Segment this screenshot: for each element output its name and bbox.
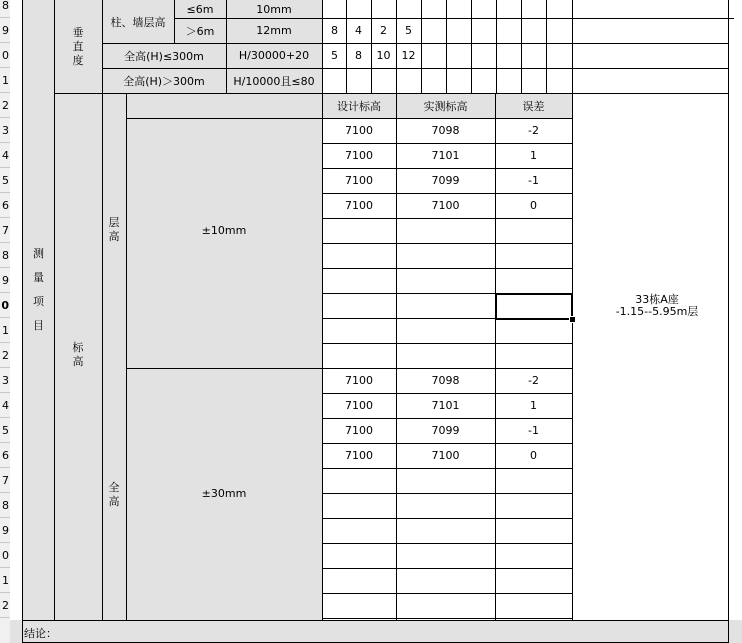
row-number[interactable]: 7: [0, 468, 10, 493]
elevation-measured-value[interactable]: 7101: [431, 399, 460, 412]
row-number[interactable]: 2: [0, 93, 10, 118]
grid-line: [322, 493, 572, 494]
grid-line: [102, 68, 728, 69]
grid-line: [322, 418, 572, 419]
grid-line: [174, 18, 734, 19]
elevation-design-value[interactable]: 7100: [345, 449, 373, 462]
elevation-measured-value[interactable]: 7100: [431, 199, 460, 212]
grid-line: [322, 518, 572, 519]
elevation-measured-value[interactable]: 7098: [431, 124, 460, 137]
grid-line: [22, 0, 23, 643]
elevation-measured-value[interactable]: 7101: [431, 149, 460, 162]
grid-line: [496, 0, 497, 93]
row-number[interactable]: 9: [0, 268, 10, 293]
grid-line: [126, 118, 322, 119]
grid-line: [322, 618, 572, 619]
grid-line: [322, 218, 572, 219]
cond-le6m[interactable]: ≤6m: [174, 0, 226, 18]
verticality-value[interactable]: 2: [380, 24, 387, 37]
tol-h30000[interactable]: H/30000+20: [226, 43, 322, 68]
grid-line: [126, 93, 127, 620]
elevation-design-value[interactable]: 7100: [345, 174, 373, 187]
grid-line: [322, 118, 572, 119]
grid-line: [371, 0, 372, 93]
verticality-value[interactable]: [346, 68, 371, 93]
header-error[interactable]: 误差: [522, 99, 545, 113]
row-number[interactable]: 1: [0, 318, 10, 343]
tol-h10000[interactable]: H/10000且≤80: [226, 68, 322, 93]
elevation-label[interactable]: 标 高: [72, 341, 84, 368]
header-design-elevation[interactable]: 设计标高: [337, 99, 381, 113]
elevation-error-value[interactable]: -1: [528, 174, 539, 187]
grid-line: [22, 620, 728, 621]
row-number[interactable]: 2: [0, 593, 10, 618]
row-number[interactable]: 3: [0, 368, 10, 393]
row-number[interactable]: 6: [0, 443, 10, 468]
total-height-label[interactable]: 全 高: [108, 481, 120, 508]
row-number[interactable]: 9: [0, 18, 10, 43]
grid-line: [572, 93, 573, 620]
grid-line: [471, 0, 472, 93]
elevation-measured-value[interactable]: 7099: [431, 174, 460, 187]
grid-line: [174, 0, 175, 43]
grid-line: [396, 0, 397, 93]
grid-line: [54, 93, 728, 94]
row-number[interactable]: 8: [0, 0, 10, 18]
elevation-design-value[interactable]: 7100: [345, 199, 373, 212]
grid-line: [322, 268, 572, 269]
location-note[interactable]: 33栋A座 -1.15--5.95m层: [615, 293, 699, 318]
cond-total-gt300[interactable]: 全高(H)＞300m: [102, 68, 226, 93]
row-number[interactable]: 0: [0, 293, 10, 318]
grid-line: [322, 443, 572, 444]
grid-line: [322, 243, 572, 244]
tol-12mm[interactable]: 12mm: [226, 18, 322, 43]
grid-line: [396, 93, 397, 620]
grid-line: [572, 0, 573, 93]
elevation-error-value[interactable]: 1: [530, 399, 537, 412]
row-number[interactable]: 0: [0, 43, 10, 68]
header-measured-elevation[interactable]: 实测标高: [423, 99, 468, 113]
row-number[interactable]: 5: [0, 418, 10, 443]
row-number[interactable]: 8: [0, 243, 10, 268]
verticality-value[interactable]: [346, 0, 371, 18]
row-number[interactable]: 1: [0, 568, 10, 593]
grid-line: [322, 568, 572, 569]
row-number[interactable]: 0: [0, 543, 10, 568]
fill-handle[interactable]: [569, 316, 576, 323]
elevation-design-value[interactable]: 7100: [345, 374, 373, 387]
elevation-error-value[interactable]: -2: [528, 124, 539, 137]
row-number[interactable]: 4: [0, 393, 10, 418]
verticality-value[interactable]: [396, 68, 421, 93]
spreadsheet-grid[interactable]: [10, 0, 742, 643]
grid-line: [102, 43, 728, 44]
row-number[interactable]: 6: [0, 193, 10, 218]
conclusion-label[interactable]: 结论：: [24, 627, 57, 640]
verticality-value[interactable]: [371, 68, 396, 93]
grid-line: [322, 193, 572, 194]
row-number[interactable]: 8: [0, 493, 10, 518]
grid-line: [546, 0, 547, 93]
grid-line: [126, 368, 322, 369]
elevation-design-value[interactable]: 7100: [345, 399, 373, 412]
row-number[interactable]: 7: [0, 218, 10, 243]
verticality-value[interactable]: 10: [376, 49, 391, 62]
verticality-value[interactable]: [322, 0, 347, 18]
row-number[interactable]: 4: [0, 143, 10, 168]
grid-line: [226, 0, 227, 93]
elevation-design-value[interactable]: 7100: [345, 424, 373, 437]
row-number[interactable]: 1: [0, 68, 10, 93]
elevation-error-value[interactable]: -1: [528, 424, 539, 437]
cond-total-le300[interactable]: 全高(H)≤300m: [102, 43, 226, 68]
grid-line: [322, 368, 572, 369]
grid-line: [521, 0, 522, 93]
row-number[interactable]: 5: [0, 168, 10, 193]
verticality-label[interactable]: 垂 直 度: [54, 0, 102, 93]
row-number[interactable]: 2: [0, 343, 10, 368]
grid-line: [446, 0, 447, 93]
elevation-error-value[interactable]: -2: [528, 374, 539, 387]
verticality-value[interactable]: 5: [405, 24, 412, 37]
grid-line: [346, 0, 347, 93]
elevation-measured-value[interactable]: 7099: [431, 424, 460, 437]
elevation-error-value[interactable]: 1: [530, 149, 537, 162]
floor-tolerance[interactable]: ±10mm: [201, 224, 247, 237]
grid-line: [421, 0, 422, 93]
total-tolerance[interactable]: ±30mm: [201, 487, 247, 500]
verticality-value[interactable]: [371, 0, 396, 18]
verticality-value[interactable]: [396, 0, 421, 18]
cond-gt6m[interactable]: ＞6m: [174, 18, 226, 43]
grid-line: [322, 593, 572, 594]
verticality-value[interactable]: 12: [401, 49, 416, 62]
tolerance-col: [126, 93, 322, 620]
elevation-design-value[interactable]: 7100: [345, 149, 373, 162]
grid-line: [322, 393, 572, 394]
grid-line: [322, 343, 572, 344]
row-number[interactable]: 3: [0, 118, 10, 143]
row-number[interactable]: 9: [0, 518, 10, 543]
grid-line: [728, 0, 729, 643]
verticality-value[interactable]: 8: [331, 24, 338, 37]
floor-height-label[interactable]: 层 高: [108, 216, 120, 243]
verticality-value[interactable]: 5: [331, 49, 338, 62]
selected-cell[interactable]: [495, 293, 573, 320]
sub-label-col: [102, 93, 126, 620]
elevation-error-value[interactable]: 0: [530, 199, 537, 212]
column-wall-height-label[interactable]: 柱、墙层高: [102, 0, 174, 43]
elevation-design-value[interactable]: 7100: [345, 124, 373, 137]
grid-line: [322, 468, 572, 469]
conclusion-row-bg: [10, 620, 742, 643]
elevation-measured-value[interactable]: 7100: [431, 449, 460, 462]
elevation-error-value[interactable]: 0: [530, 449, 537, 462]
grid-line: [322, 543, 572, 544]
grid-line: [322, 168, 572, 169]
elevation-measured-value[interactable]: 7098: [431, 374, 460, 387]
grid-line: [322, 143, 572, 144]
verticality-value[interactable]: 8: [355, 49, 362, 62]
verticality-value[interactable]: 4: [355, 24, 362, 37]
measure-items-label[interactable]: 测 量 项 目: [33, 247, 44, 332]
grid-line: [495, 93, 496, 620]
verticality-value[interactable]: [322, 68, 347, 93]
tol-10mm[interactable]: 10mm: [226, 0, 322, 18]
